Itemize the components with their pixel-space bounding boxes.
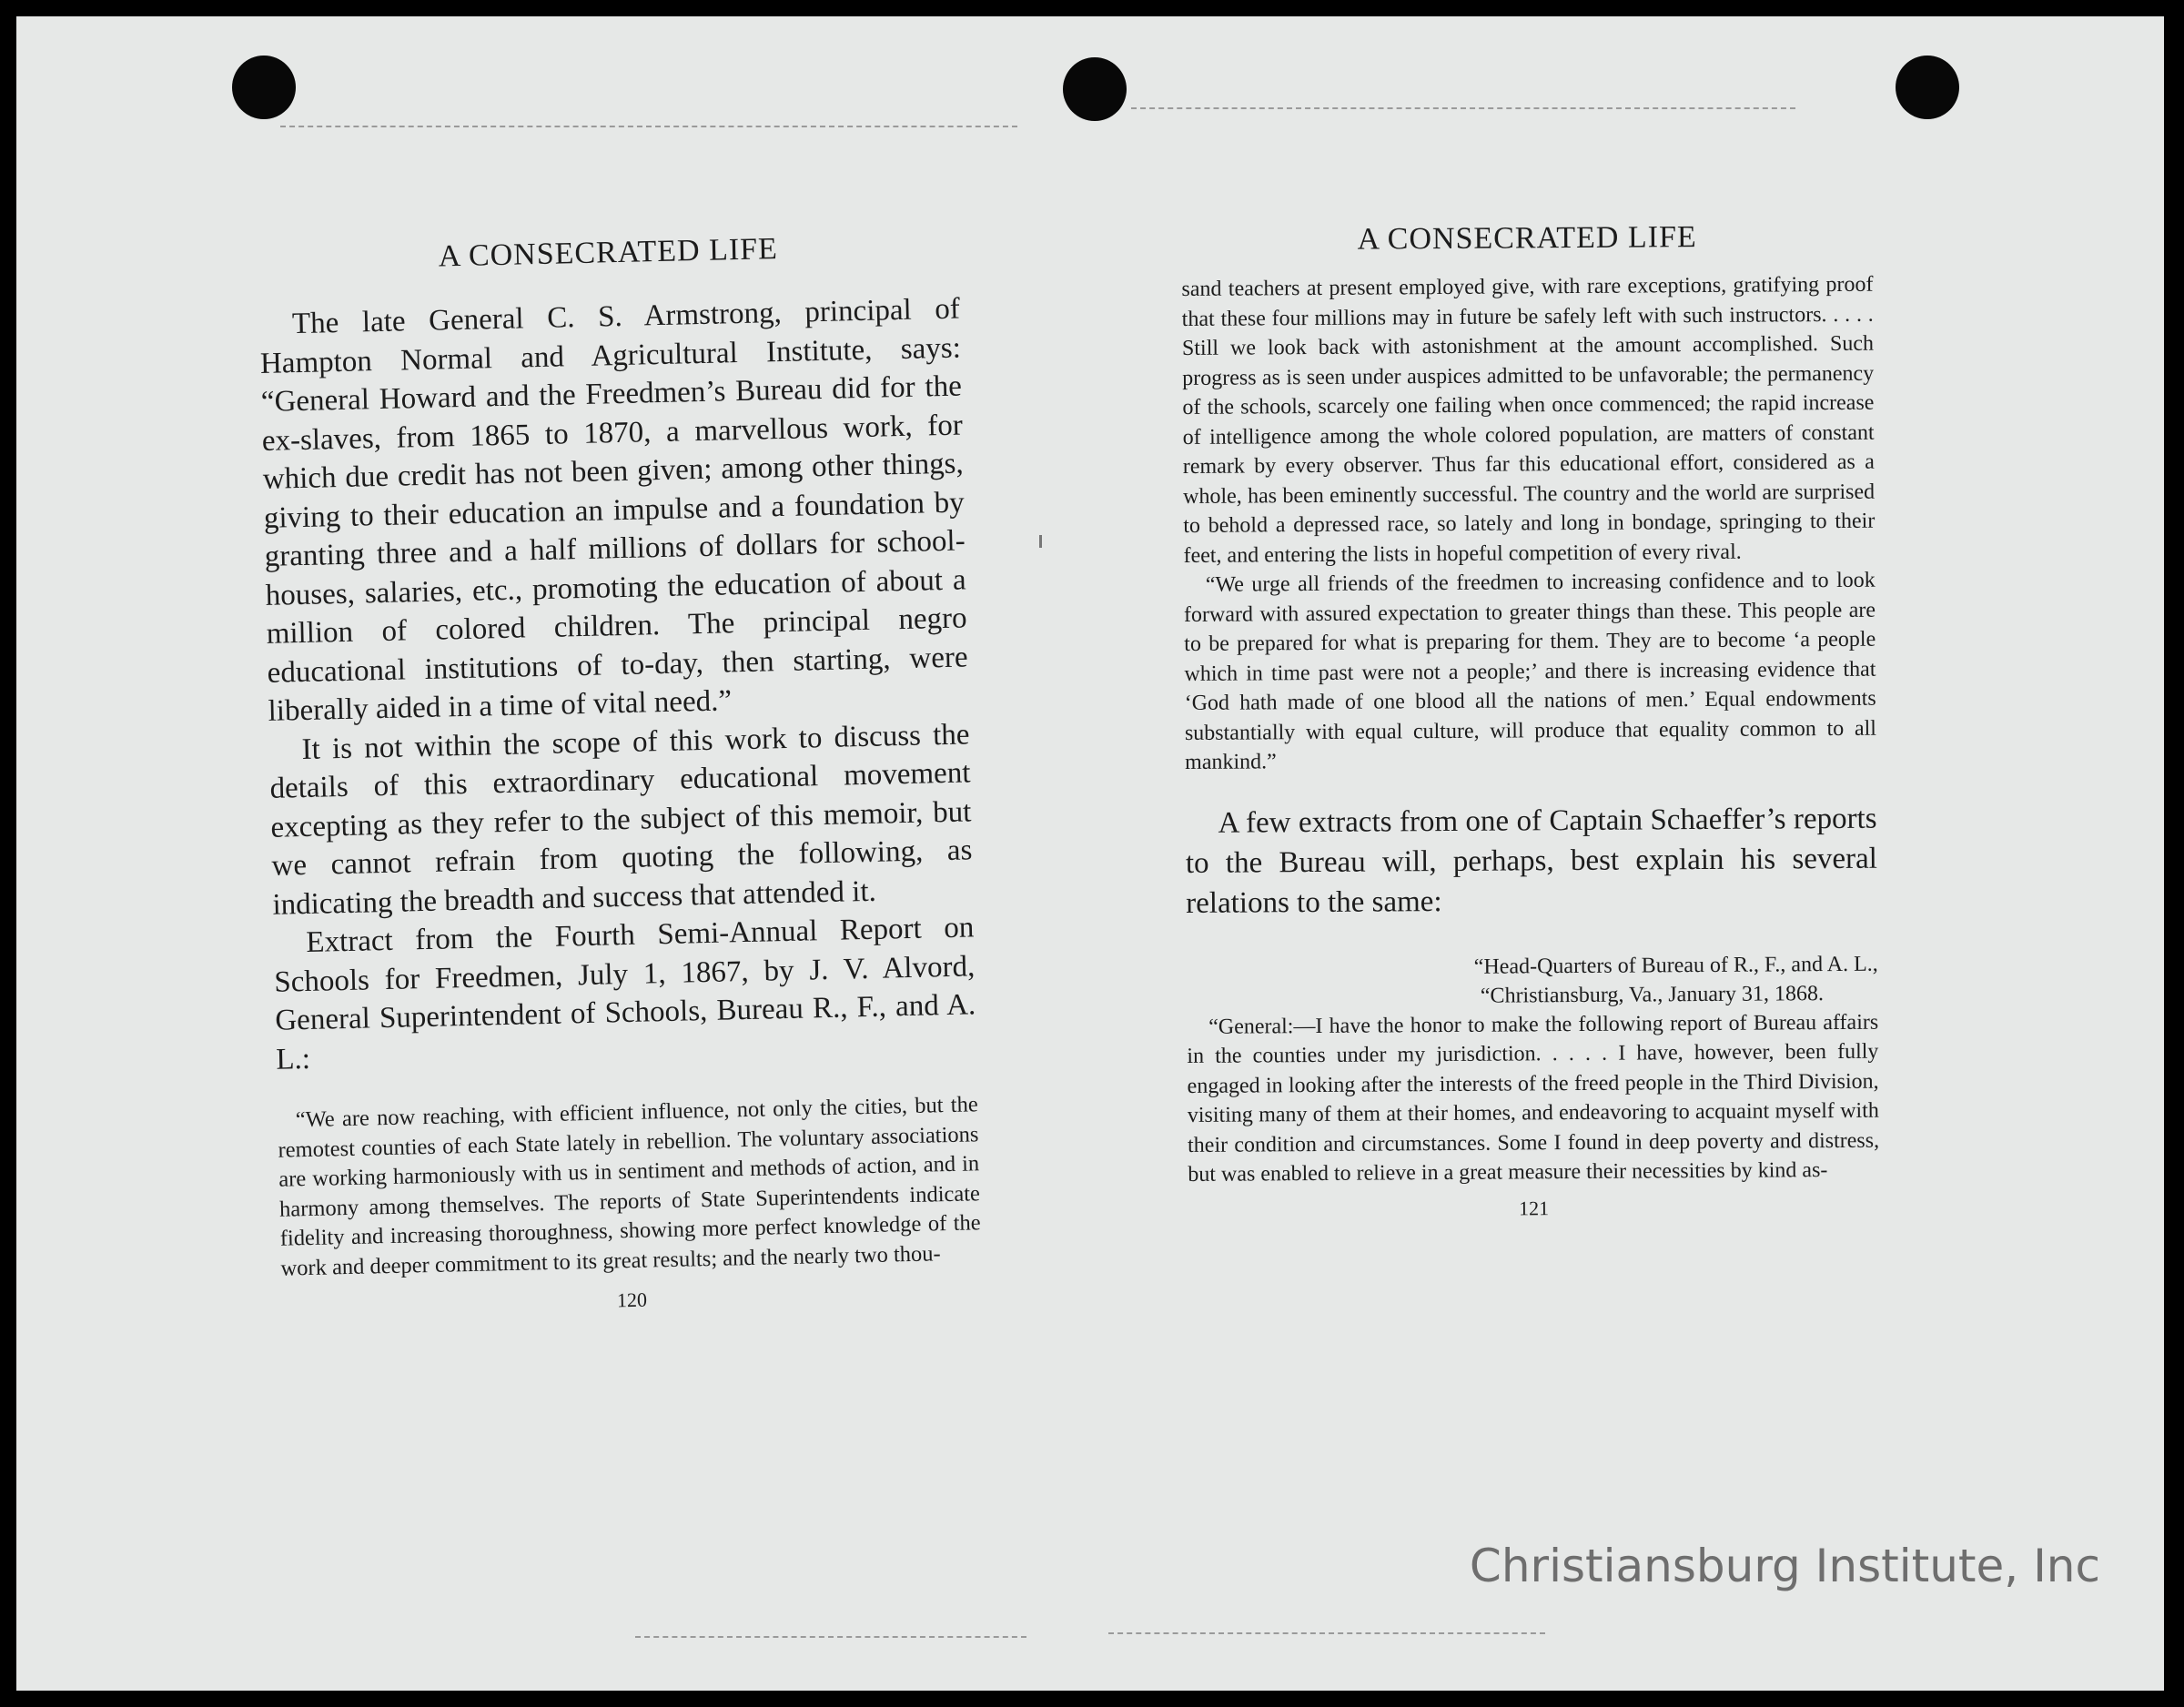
page-edge-top-right bbox=[1131, 107, 1795, 109]
left-page bbox=[258, 228, 983, 1320]
letter-heading-line-2: “Christiansburg, Va., January 31, 1868. bbox=[1480, 981, 1825, 1008]
binder-hole-center bbox=[1063, 57, 1127, 121]
letter-heading-line-1: “Head-Quarters of Bureau of R., F., and A. L., bbox=[1473, 952, 1878, 979]
binder-hole-left bbox=[232, 56, 296, 119]
running-title: A CONSECRATED LIFE bbox=[1357, 220, 1697, 257]
paragraph-scope: It is not within the scope of this work to discuss the details of this extraordinary educational movement excepting as they refer to the subject of this memoir, but we cannot refrain from quoting the following, as indicating the breadth and success that attended it. bbox=[269, 717, 973, 922]
paragraph-armstrong-quote: The late General C. S. Armstrong, principal of Hampton Normal and Agricultural Institute, says: “General Howard and the Freedmen’s Bureau did for the ex-slaves, from 1865 to 1870, a marvellous work, for which due credit has not been given; among other things, giving to their education an impulse and a foundation by granting three and a half millions of dollars for school-houses, salaries, etc., promoting the education of about a million of colored children. The principal negro educational institutions of to-day, then starting, were liberally aided in a time of vital need.” bbox=[259, 292, 968, 728]
page-edge-top-left bbox=[280, 126, 1017, 127]
paragraph-extract-intro: Extract from the Fourth Semi-Annual Report on Schools for Freedmen, July 1, 1867, by J. V. Alvord, General Superintendent of Schools, Bureau R., F., and A. L.: bbox=[274, 911, 976, 1076]
letter-heading bbox=[1187, 949, 1878, 1012]
binder-hole-right bbox=[1896, 56, 1959, 119]
block-quote-paragraph-2: “We urge all friends of the freedmen to increasing confidence and to look forward with assured expectation to greater things than these. This people are to be prepared for what is preparing for them. They are to become ‘a people which in time past were not a people;’ and there is increasing evidence that ‘God hath made of one blood all the nations of men.’ Equal endowments substantially with equal culture, will produce that equality common to all mankind.” bbox=[1183, 568, 1876, 774]
watermark: Christiansburg Institute, Inc bbox=[1469, 1540, 2100, 1592]
letter-body: “General:—I have the honor to make the following report of Bureau affairs in the counties under my jurisdiction. . . . . I have, however, been fully engaged in looking after the interests of the freed people in the Third Division, visiting many of them at their homes, and endeavoring to acquaint myself with their condition and circumstances. Some I found in deep poverty and distress, but was enabled to relieve in a great measure their necessities by kind as- bbox=[1187, 1010, 1880, 1187]
block-quote-continued: sand teachers at present employed give, with rare exceptions, gratifying proof that these four millions may in future be safely left with such instructors. . . . . Still we look back with astonishment at the amount accomplished. Such progress as is seen under auspices admitted to be unfavorable; the permanency of the schools, scarcely one failing when once commenced; the rapid increase of intelligence among the whole colored population, are matters of constant remark by every observer. Thus far this educational effort, considered as a whole, has been eminently successful. The country and the world are surprised to behold a depressed race, so lately and long in bondage, springing to their feet, and entering the lists in hopeful competition of every rival. bbox=[1181, 272, 1876, 568]
page-number: 121 bbox=[1518, 1196, 1550, 1219]
page-edge-bottom-left bbox=[635, 1636, 1026, 1638]
scanned-spread bbox=[16, 16, 2164, 1691]
paragraph-schaeffer-intro: A few extracts from one of Captain Schaeffer’s reports to the Bureau will, perhaps, best explain his several relations to the same: bbox=[1185, 802, 1878, 920]
page-edge-bottom-right bbox=[1108, 1632, 1545, 1634]
gutter-mark bbox=[1039, 535, 1042, 548]
running-title: A CONSECRATED LIFE bbox=[438, 232, 779, 274]
page-number: 120 bbox=[616, 1288, 648, 1312]
block-quote: “We are now reaching, with efficient influence, not only the cities, but the remotest counties of each State lately in rebellion. The voluntary associations are working harmoniously with us in sentiment and methods of action, and in harmony among themselves. The reports of State Superintendents indicate fidelity and increasing thoroughness, showing more perfect knowledge of the work and deeper commitment to its great results; and the nearly two thou- bbox=[278, 1092, 981, 1281]
right-page bbox=[1181, 219, 1880, 1223]
